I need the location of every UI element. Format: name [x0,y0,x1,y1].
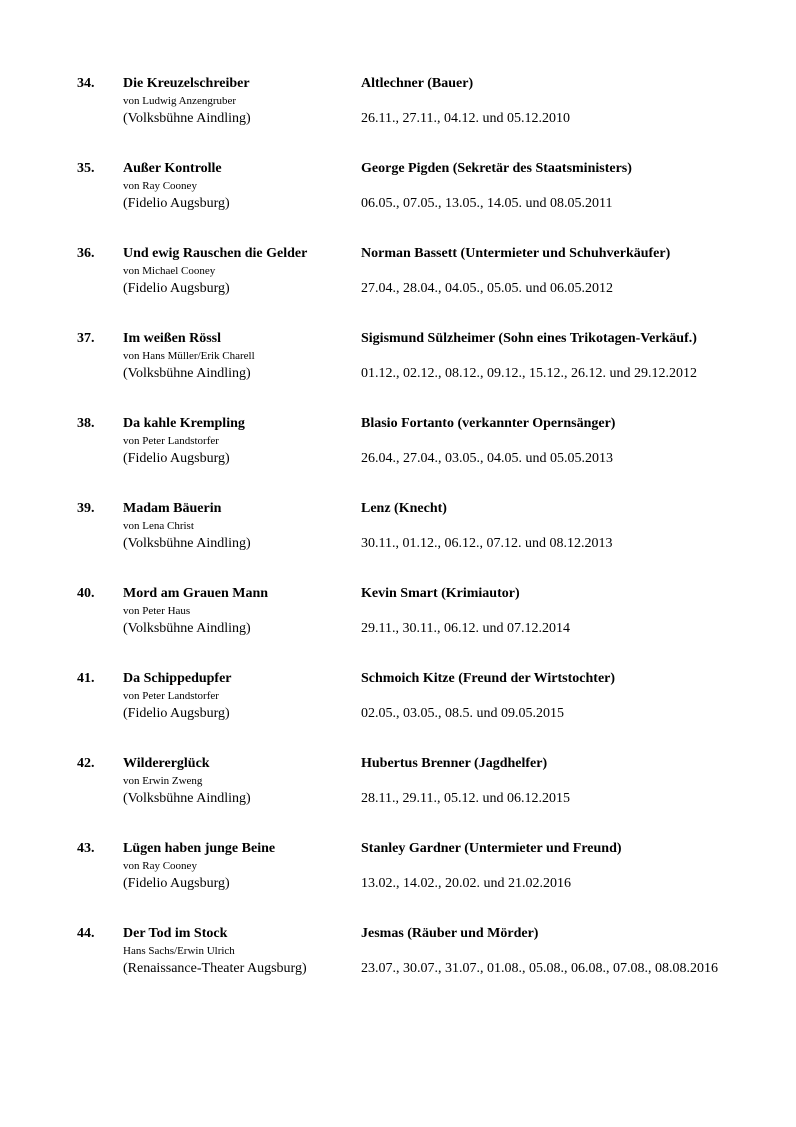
role-name: Altlechner (Bauer) [361,76,474,91]
performance-dates: 06.05., 07.05., 13.05., 14.05. und 08.05.2011 [361,196,613,211]
theater-venue: (Volksbühne Aindling) [123,621,251,636]
entry-number: 38. [77,416,95,431]
role-name: Schmoich Kitze (Freund der Wirtstochter) [361,671,616,686]
play-author: von Erwin Zweng [123,775,203,787]
theater-venue: (Fidelio Augsburg) [123,876,230,891]
entry-number: 37. [77,331,95,346]
entry-number: 40. [77,586,95,601]
production-list [0,76,796,1011]
performance-dates: 30.11., 01.12., 06.12., 07.12. und 08.12.2013 [361,536,613,551]
play-author: von Ludwig Anzengruber [123,95,237,107]
role-name: Kevin Smart (Krimiautor) [361,586,520,601]
play-title: Da kahle Krempling [123,416,245,431]
role-name: Hubertus Brenner (Jagdhelfer) [361,756,548,771]
performance-dates: 29.11., 30.11., 06.12. und 07.12.2014 [361,621,570,636]
role-name: Stanley Gardner (Untermieter und Freund) [361,841,622,856]
theater-venue: (Volksbühne Aindling) [123,536,251,551]
play-title: Und ewig Rauschen die Gelder [123,246,308,261]
theater-venue: (Fidelio Augsburg) [123,706,230,721]
play-title: Mord am Grauen Mann [123,586,269,601]
play-author: von Ray Cooney [123,860,197,872]
role-name: Norman Bassett (Untermieter und Schuhverkäufer) [361,246,671,261]
play-title: Außer Kontrolle [123,161,222,176]
production-entry [0,671,796,756]
play-title: Der Tod im Stock [123,926,228,941]
entry-number: 41. [77,671,95,686]
entry-number: 43. [77,841,95,856]
performance-dates: 13.02., 14.02., 20.02. und 21.02.2016 [361,876,571,891]
production-entry [0,586,796,671]
play-title: Im weißen Rössl [123,331,222,346]
play-title: Wildererglück [123,756,210,771]
play-title: Da Schippedupfer [123,671,232,686]
theater-venue: (Renaissance-Theater Augsburg) [123,961,307,976]
play-author: Hans Sachs/Erwin Ulrich [123,945,235,957]
performance-dates: 26.04., 27.04., 03.05., 04.05. und 05.05.2013 [361,451,613,466]
role-name: Jesmas (Räuber und Mörder) [361,926,539,941]
theater-venue: (Fidelio Augsburg) [123,451,230,466]
production-entry [0,926,796,1011]
play-author: von Peter Landstorfer [123,435,219,447]
play-author: von Peter Landstorfer [123,690,219,702]
production-entry [0,246,796,331]
role-name: Sigismund Sülzheimer (Sohn eines Trikotagen-Verkäuf.) [361,331,697,346]
theater-venue: (Fidelio Augsburg) [123,196,230,211]
production-entry [0,416,796,501]
entry-number: 36. [77,246,95,261]
performance-dates: 27.04., 28.04., 04.05., 05.05. und 06.05.2012 [361,281,613,296]
play-author: von Ray Cooney [123,180,197,192]
theater-venue: (Volksbühne Aindling) [123,791,251,806]
role-name: Lenz (Knecht) [361,501,447,516]
production-entry [0,501,796,586]
entry-number: 39. [77,501,95,516]
play-author: von Michael Cooney [123,265,216,277]
entry-number: 35. [77,161,95,176]
role-name: George Pigden (Sekretär des Staatsministers) [361,161,632,176]
play-author: von Hans Müller/Erik Charell [123,350,255,362]
play-title: Die Kreuzelschreiber [123,76,250,91]
role-name: Blasio Fortanto (verkannter Opernsänger) [361,416,616,431]
production-entry [0,841,796,926]
performance-dates: 01.12., 02.12., 08.12., 09.12., 15.12., 26.12. und 29.12.2012 [361,366,697,381]
play-title: Madam Bäuerin [123,501,222,516]
performance-dates: 28.11., 29.11., 05.12. und 06.12.2015 [361,791,570,806]
entry-number: 42. [77,756,95,771]
theater-venue: (Volksbühne Aindling) [123,366,251,381]
production-entry [0,331,796,416]
play-title: Lügen haben junge Beine [123,841,276,856]
play-author: von Lena Christ [123,520,194,532]
entry-number: 44. [77,926,95,941]
performance-dates: 02.05., 03.05., 08.5. und 09.05.2015 [361,706,564,721]
theater-venue: (Fidelio Augsburg) [123,281,230,296]
theater-venue: (Volksbühne Aindling) [123,111,251,126]
production-entry [0,76,796,161]
production-entry [0,756,796,841]
entry-number: 34. [77,76,95,91]
performance-dates: 23.07., 30.07., 31.07., 01.08., 05.08., 06.08., 07.08., 08.08.2016 [361,961,718,976]
performance-dates: 26.11., 27.11., 04.12. und 05.12.2010 [361,111,570,126]
production-entry [0,161,796,246]
play-author: von Peter Haus [123,605,191,617]
